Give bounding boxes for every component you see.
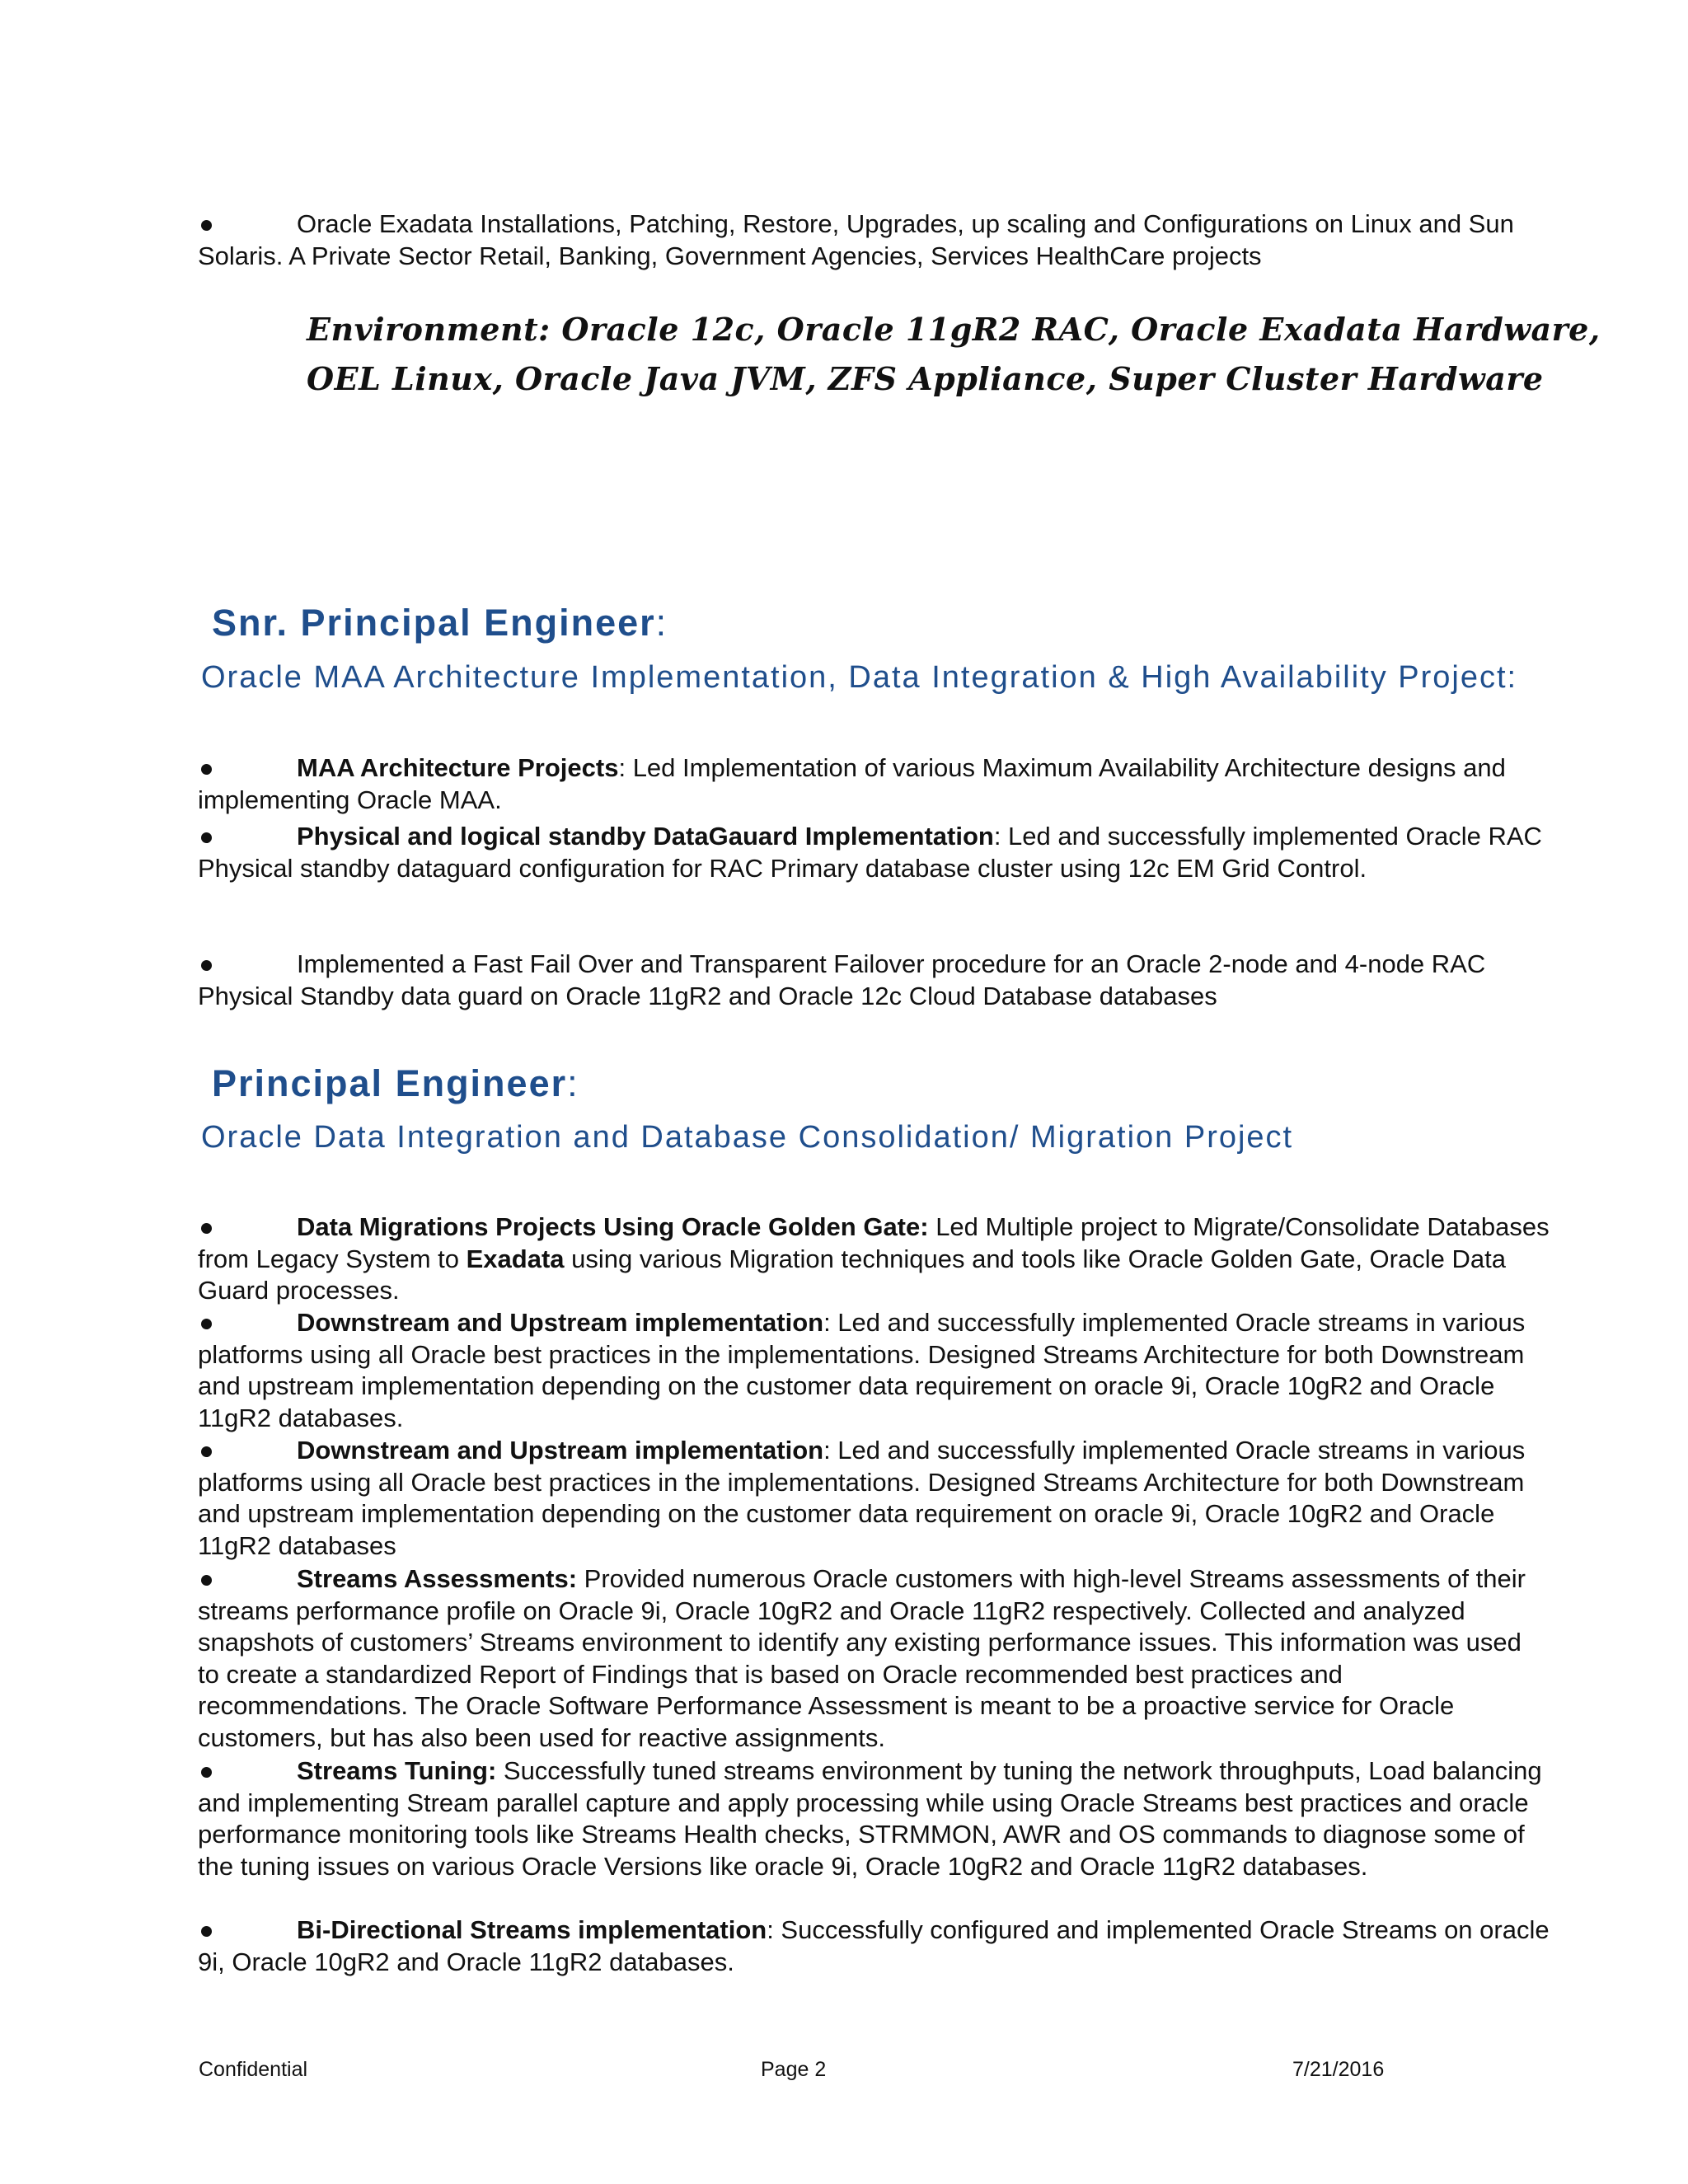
- bullet-text: : Led and successfully implemented Oracle RAC Physical standby dataguard configuration for RAC Primary database cluster using 12c EM Grid Control.: [198, 822, 1542, 883]
- bullet-bold-label: Bi-Directional Streams implementation: [297, 1915, 767, 1944]
- bullet-icon: [198, 1915, 297, 1947]
- bullet-icon: [198, 1435, 297, 1467]
- bullet-data-migrations: [198, 1212, 1550, 1307]
- bullet-bold-exadata: Exadata: [466, 1244, 565, 1273]
- role-title-snr-principal-engineer: [212, 602, 668, 644]
- bullet-maa-architecture: [198, 752, 1550, 816]
- role-title-colon: :: [567, 1062, 579, 1104]
- bullet-icon: [198, 1307, 297, 1339]
- bullet-icon: [198, 821, 297, 853]
- bullet-streams-assessments: [198, 1563, 1550, 1754]
- project-title-data-integration: Oracle Data Integration and Database Consolidation/ Migration Project: [201, 1120, 1294, 1155]
- bullet-streams-tuning: [198, 1755, 1550, 1882]
- bullet-bold-label: Physical and logical standby DataGauard Implementation: [297, 822, 994, 851]
- bullet-downstream-upstream-1: [198, 1307, 1550, 1434]
- bullet-text: : Led and successfully implemented Oracle streams in various platforms using all Oracle best practices in the implementations. Designed Streams Architecture for both Downstream and upstream implementation depending on the customer data requirement on oracle 9i, Oracle 10gR2 and Oracle 11gR2 databases: [198, 1436, 1526, 1560]
- bullet-icon: [198, 1755, 297, 1788]
- bullet-icon: [198, 752, 297, 785]
- bullet-text: Provided numerous Oracle customers with high-level Streams assessments of their streams performance profile on Oracle 9i, Oracle 10gR2 and Oracle 11gR2 respectively. Collected and analyzed snapshots of customers’ Streams environment to identify any existing performance issues. This information was used to create a standardized Report of Findings that is based on Oracle recommended best practices and recommendations. The Oracle Software Performance Assessment is meant to be a proactive service for Oracle customers, but has also been used for reactive assignments.: [198, 1564, 1526, 1752]
- footer-confidential: Confidential: [199, 2058, 308, 2081]
- project-title-maa: Oracle MAA Architecture Implementation, Data Integration & High Availability Project:: [201, 660, 1518, 695]
- role-title-principal-engineer: [212, 1062, 579, 1105]
- environment-line-2: OEL Linux, Oracle Java JVM, ZFS Appliance, Super Cluster Hardware: [307, 360, 1544, 397]
- environment-block: [307, 305, 1625, 404]
- bullet-text: Successfully tuned streams environment by tuning the network throughputs, Load balancing and implementing Stream parallel capture and apply processing while using Oracle Streams best practices and oracle performance monitoring tools like Streams Health checks, STRMMON, AWR and OS commands to diagnose some of the tuning issues on various Oracle Versions like oracle 9i, Oracle 10gR2 and Oracle 11gR2 databases.: [198, 1756, 1542, 1881]
- bullet-icon: [198, 209, 297, 241]
- environment-line-1: Environment: Oracle 12c, Oracle 11gR2 RAC, Oracle Exadata Hardware,: [307, 311, 1601, 348]
- bullet-text: : Led and successfully implemented Oracle streams in various platforms using all Oracle best practices in the implementations. Designed Streams Architecture for both Downstream and upstream implementation depending on the customer data requirement on oracle 9i, Oracle 10gR2 and Oracle 11gR2 databases.: [198, 1308, 1526, 1432]
- bullet-bold-label: Streams Tuning:: [297, 1756, 497, 1785]
- bullet-text: Implemented a Fast Fail Over and Transparent Failover procedure for an Oracle 2-node and 4-node RAC Physical Standby data guard on Oracle 11gR2 and Oracle 12c Cloud Database databases: [198, 949, 1486, 1010]
- intro-bullet: [198, 209, 1550, 272]
- role-title-colon: :: [655, 602, 668, 644]
- footer-page-number: Page 2: [761, 2058, 827, 2081]
- bullet-downstream-upstream-2: [198, 1435, 1550, 1562]
- role-title-text: Snr. Principal Engineer: [212, 602, 656, 644]
- bullet-text: : Successfully configured and implemented Oracle Streams on oracle 9i, Oracle 10gR2 and Oracle 11gR2 databases.: [198, 1915, 1550, 1976]
- bullet-physical-logical-standby: [198, 821, 1550, 884]
- bullet-bold-label: MAA Architecture Projects: [297, 753, 619, 782]
- bullet-bold-label: Downstream and Upstream implementation: [297, 1308, 824, 1337]
- bullet-icon: [198, 1563, 297, 1596]
- bullet-fast-fail-over: [198, 949, 1550, 1012]
- bullet-bold-label: Streams Assessments:: [297, 1564, 578, 1593]
- bullet-bold-label: Data Migrations Projects Using Oracle Golden Gate:: [297, 1212, 929, 1241]
- role-title-text: Principal Engineer: [212, 1062, 568, 1104]
- bullet-text: : Led Implementation of various Maximum Availability Architecture designs and implementing Oracle MAA.: [198, 753, 1506, 814]
- footer-date: 7/21/2016: [1292, 2058, 1385, 2081]
- intro-bullet-text: Oracle Exadata Installations, Patching, Restore, Upgrades, up scaling and Configurations on Linux and Sun Solaris. A Private Sector Retail, Banking, Government Agencies, Services HealthCare projects: [198, 209, 1514, 270]
- bullet-text-continued: using various Migration techniques and tools like Oracle Golden Gate, Oracle Data Guard processes.: [198, 1244, 1506, 1305]
- bullet-icon: [198, 1212, 297, 1244]
- bullet-text: Led Multiple project to Migrate/Consolidate Databases from Legacy System to: [198, 1212, 1550, 1273]
- bullet-bi-directional-streams: [198, 1915, 1550, 1978]
- bullet-icon: [198, 949, 297, 981]
- bullet-bold-label: Downstream and Upstream implementation: [297, 1436, 824, 1465]
